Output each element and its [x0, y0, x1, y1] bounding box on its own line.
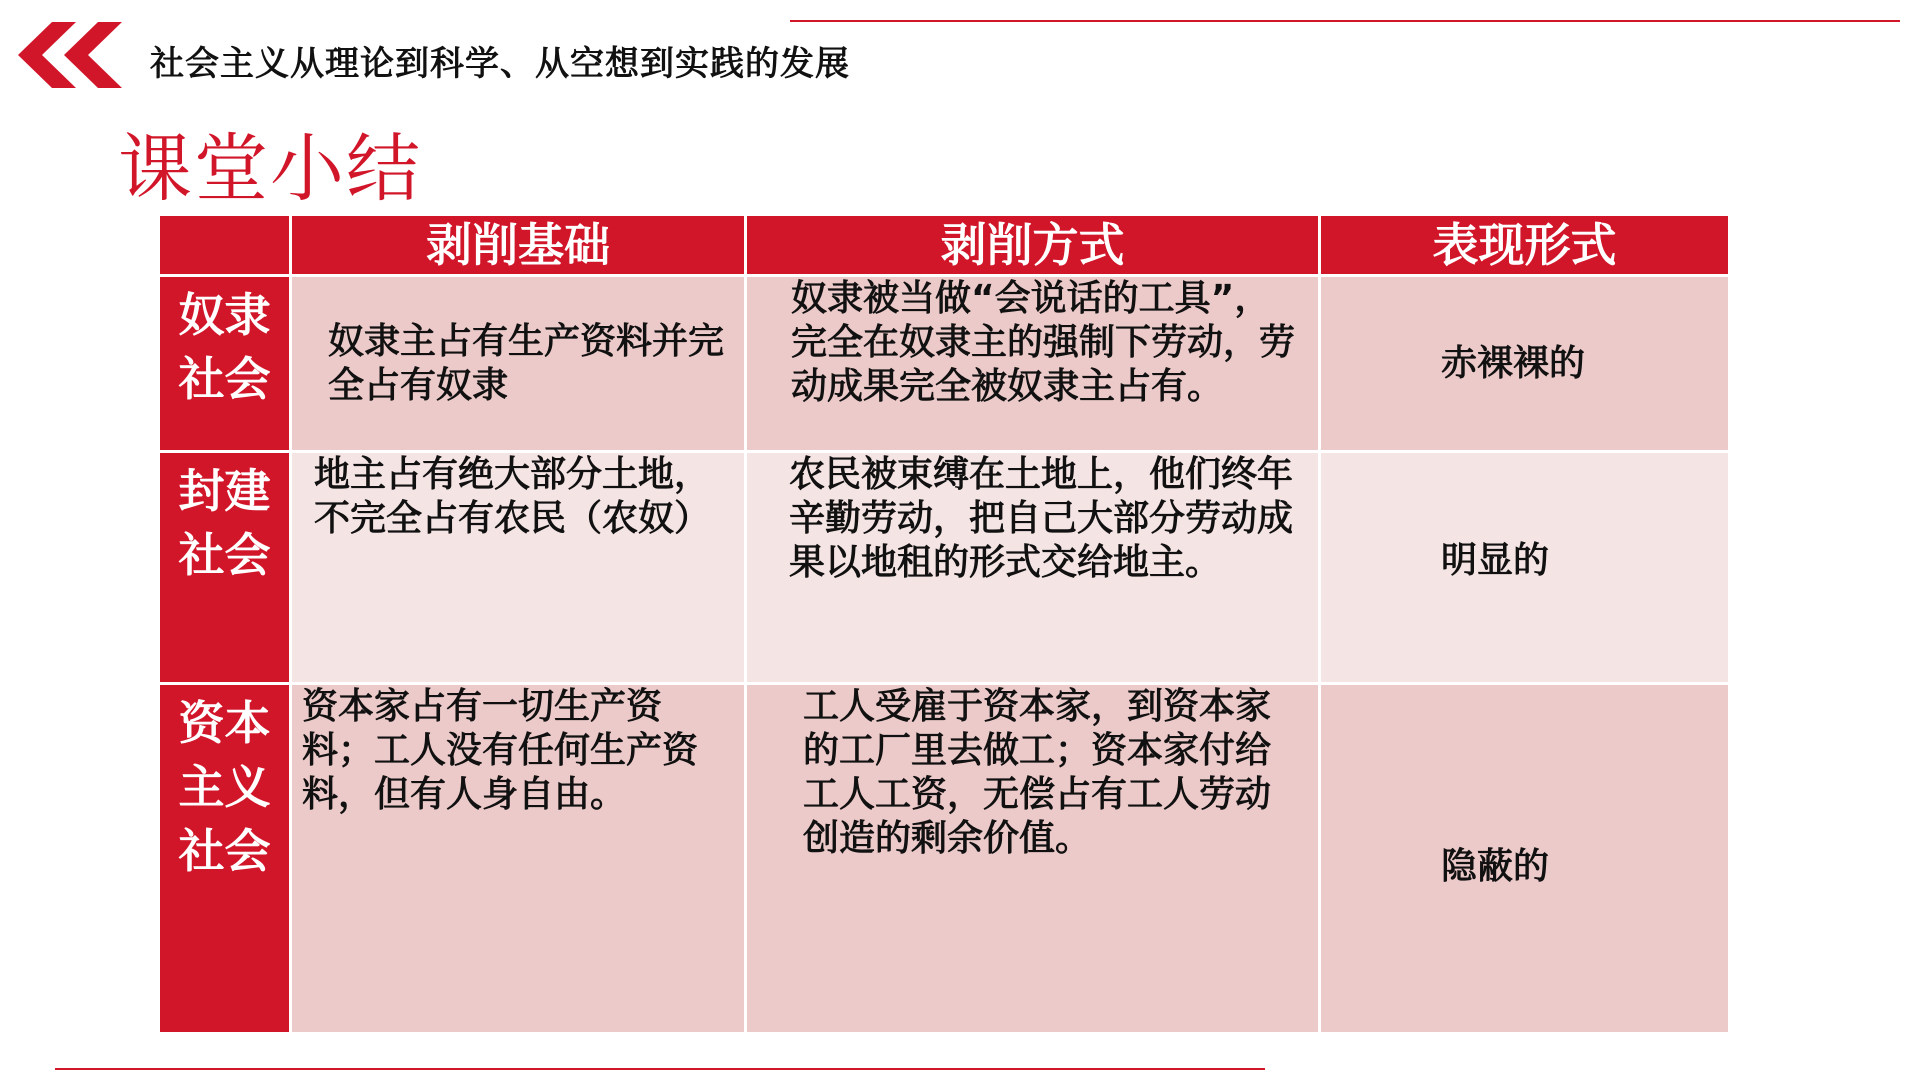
top-divider — [790, 20, 1900, 22]
table-row — [159, 452, 1730, 684]
cell-method: 农民被束缚在土地上，他们终年辛勤劳动，把自己大部分劳动成果以地租的形式交给地主。 — [746, 452, 1320, 684]
row-header-label: 封建社会 — [178, 464, 271, 582]
cell-method: 奴隶被当做“会说话的工具”，完全在奴隶主的强制下劳动，劳动成果完全被奴隶主占有。 — [746, 276, 1320, 452]
row-header-slave-society — [159, 276, 291, 452]
cell-basis: 奴隶主占有生产资料并完全占有奴隶 — [291, 276, 746, 452]
column-header-basis: 剥削基础 — [291, 215, 746, 276]
cell-method: 工人受雇于资本家，到资本家的工厂里去做工；资本家付给工人工资，无偿占有工人劳动创造的剩余价值。 — [746, 684, 1320, 1034]
table-row — [159, 276, 1730, 452]
cell-basis: 地主占有绝大部分土地，不完全占有农民（农奴） — [291, 452, 746, 684]
row-header-label: 资本主义社会 — [178, 696, 271, 878]
header-corner-cell — [159, 215, 291, 276]
row-header-capitalist-society — [159, 684, 291, 1034]
bottom-divider — [55, 1068, 1265, 1070]
row-header-feudal-society — [159, 452, 291, 684]
summary-table — [157, 213, 1731, 1035]
table-row — [159, 684, 1730, 1034]
header-title: 社会主义从理论到科学、从空想到实践的发展 — [150, 44, 850, 84]
cell-form: 赤裸裸的 — [1320, 276, 1730, 452]
column-header-method: 剥削方式 — [746, 215, 1320, 276]
table-header-row — [159, 215, 1730, 276]
double-chevron-left-icon — [18, 22, 123, 88]
cell-form: 隐蔽的 — [1320, 684, 1730, 1034]
section-title: 课堂小结 — [118, 126, 422, 212]
cell-basis: 资本家占有一切生产资料；工人没有任何生产资料，但有人身自由。 — [291, 684, 746, 1034]
row-header-label: 奴隶社会 — [178, 288, 271, 406]
cell-form: 明显的 — [1320, 452, 1730, 684]
column-header-form: 表现形式 — [1320, 215, 1730, 276]
